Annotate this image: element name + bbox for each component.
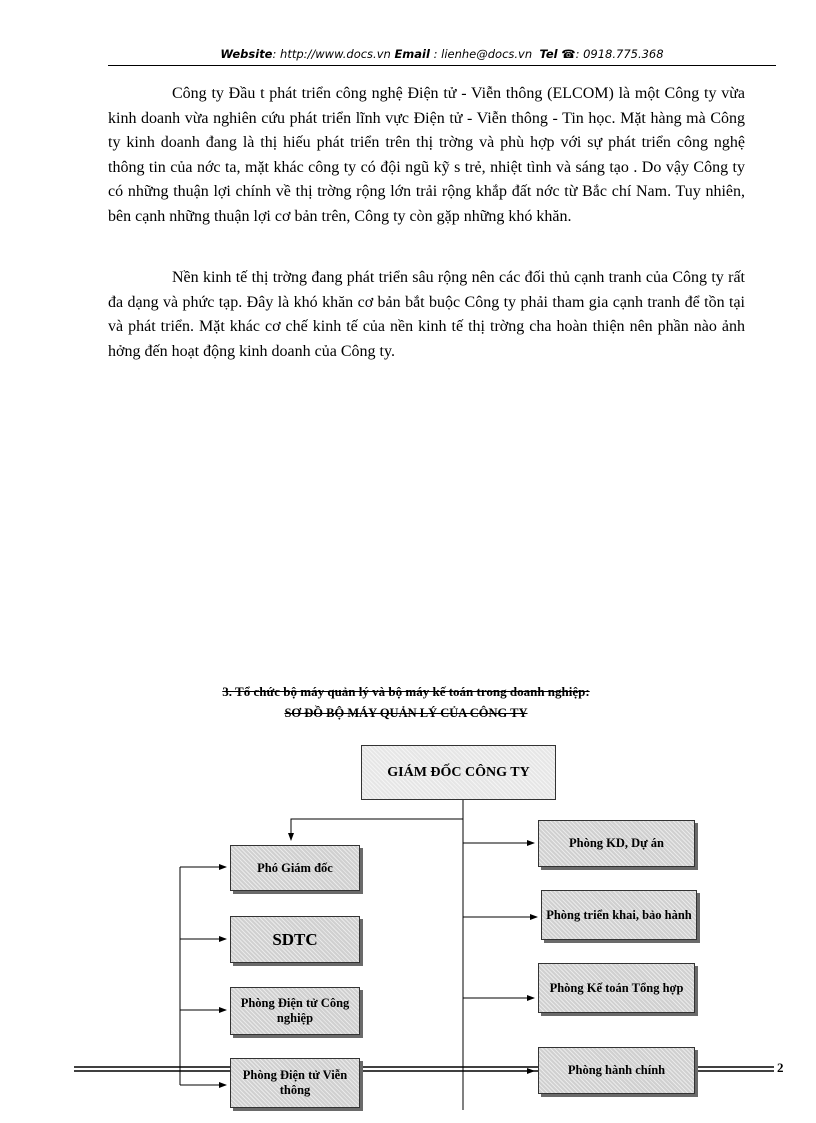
website-label: Website — [220, 47, 273, 61]
connector-deputy — [291, 819, 463, 840]
deputy-director-box: Phó Giám đốc — [230, 845, 360, 891]
paragraph-2: Nền kinh tế thị trờng đang phát triển sâu rộng nên các đối thủ cạnh tranh của Công ty rất đa dạng và phức tạp. Đây là khó khăn cơ bản bắt buộc Công ty phải tham gia cạnh tranh để tồn tại và phát triển. Mặt khác cơ chế kinh tế của nền kinh tế thị trờng cha hoàn thiện nên phần nào ảnh hởng đến hoạt động kinh doanh của Công ty. — [108, 269, 745, 360]
website-value: : http://www.docs.vn — [272, 47, 391, 61]
diagram-title: SƠ ĐỒ BỘ MÁY QUẢN LÝ CỦA CÔNG TY — [284, 706, 528, 720]
business-projects-box: Phòng KD, Dự án — [538, 820, 695, 867]
email-label: Email — [394, 47, 430, 61]
industrial-electronics-box: Phòng Điện tử Công nghiệp — [230, 987, 360, 1035]
phone-icon: ☎ — [561, 47, 576, 61]
email-value: : lienhe@docs.vn — [433, 47, 533, 61]
tel-label: Tel — [539, 47, 558, 61]
paragraph-1: Công ty Đầu t phát triển công nghệ Điện tử - Viễn thông (ELCOM) là một Công ty vừa kinh doanh vừa nghiên cứu phát triển lĩnh vực Điện tử - Viễn thông - Tin học. Mặt hàng mà Công ty kinh doanh đang là thị hiếu phát triển trên thị trờng và phù hợp với sự phát triển công nghệ thông tin của nớc ta, mặt khác công ty có đội ngũ kỹ s trẻ, nhiệt tình và sáng tạo . Do vậy Công ty có những thuận lợi chính về thị trờng rộng lớn trải rộng khắp đất nớc từ Bắc chí Nam. Tuy nhiên, bên cạnh những thuận lợi cơ bản trên, Công ty còn gặp những khó khăn. — [108, 85, 745, 225]
accounting-box: Phòng Kế toán Tổng hợp — [538, 963, 695, 1013]
tel-value: : 0918.775.368 — [575, 47, 664, 61]
telecom-electronics-box: Phòng Điện tử Viễn thông — [230, 1058, 360, 1108]
director-box: GIÁM ĐỐC CÔNG TY — [361, 745, 556, 800]
deployment-warranty-box: Phòng triển khai, bảo hành — [541, 890, 697, 940]
page-number: 2 — [777, 1060, 784, 1075]
section-heading: 3. Tổ chức bộ máy quản lý và bộ máy kế toán trong doanh nghiệp: — [222, 684, 590, 699]
sdtc-box: SDTC — [230, 916, 360, 963]
admin-box: Phòng hành chính — [538, 1047, 695, 1094]
